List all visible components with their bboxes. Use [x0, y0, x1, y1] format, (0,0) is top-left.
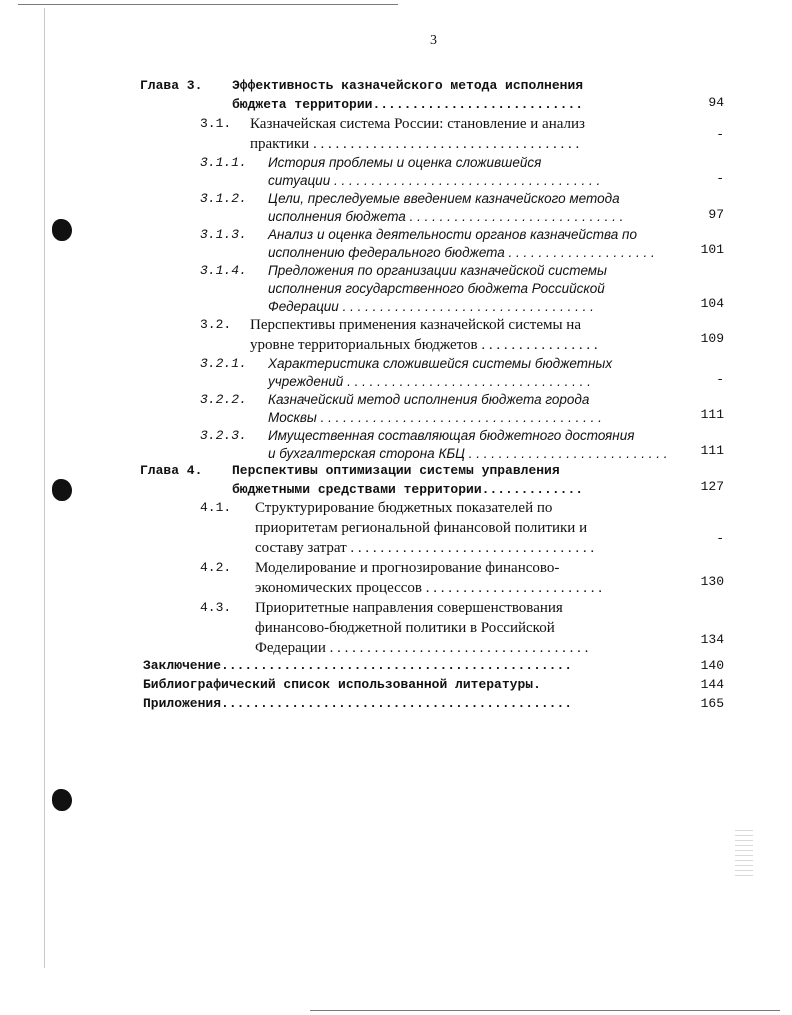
section-4-1-line3: составу затрат . . . . . . . . . . . . . . . . . . . . . . . . . . . . . . . . . [255, 540, 595, 556]
section-3-1-2-page: 97 [708, 207, 724, 222]
section-3-1-3-line2: исполнению федерального бюджета . . . . . . . . . . . . . . . . . . . . [268, 245, 655, 260]
section-3-2-page: 109 [700, 331, 724, 346]
section-4-2-page: 130 [700, 574, 724, 589]
section-4-3-number: 4.3. [200, 600, 232, 615]
appendix-page: 165 [700, 696, 724, 711]
scan-noise [735, 830, 753, 880]
section-3-1-2-line2: исполнения бюджета . . . . . . . . . . . . . . . . . . . . . . . . . . . . . [268, 209, 624, 224]
section-3-2-2-page: 111 [700, 407, 724, 422]
conclusion-page: 140 [700, 658, 724, 673]
section-3-2-1-page: - [716, 372, 724, 387]
section-4-3-line1: Приоритетные направления совершенствования [255, 600, 563, 616]
section-3-2-number: 3.2. [200, 317, 232, 332]
section-3-1-page: - [716, 127, 724, 142]
section-4-2-number: 4.2. [200, 560, 232, 575]
section-3-1-4-number: 3.1.4. [200, 263, 247, 278]
section-3-1-2-line1: Цели, преследуемые введением казначейского метода [268, 191, 620, 206]
section-3-1-3-page: 101 [700, 242, 724, 257]
section-3-2-2-number: 3.2.2. [200, 392, 247, 407]
section-3-1-1-line1: История проблемы и оценка сложившейся [268, 155, 542, 170]
left-edge-line [44, 8, 45, 968]
appendix-title: Приложения............................................. [143, 696, 573, 711]
chapter-3-page: 94 [708, 95, 724, 110]
punch-hole-3 [52, 789, 72, 811]
section-4-1-number: 4.1. [200, 500, 232, 515]
section-4-1-line1: Структурирование бюджетных показателей по [255, 500, 553, 516]
bibliography-title: Библиографический список использованной литературы. [143, 677, 541, 692]
chapter-4-title-line1: Перспективы оптимизации системы управления [232, 463, 560, 478]
section-4-3-line3: Федерации . . . . . . . . . . . . . . . . . . . . . . . . . . . . . . . . . . . [255, 640, 589, 656]
section-3-2-2-line2: Москвы . . . . . . . . . . . . . . . . . . . . . . . . . . . . . . . . . . . . . . [268, 410, 602, 425]
section-3-2-1-line1: Характеристика сложившейся системы бюджетных [268, 356, 613, 371]
section-3-1-3-number: 3.1.3. [200, 227, 247, 242]
punch-hole-1 [52, 219, 72, 241]
chapter-3-title-line1: Эффективность казначейского метода исполнения [232, 78, 584, 93]
section-3-1-line2: практики . . . . . . . . . . . . . . . . . . . . . . . . . . . . . . . . . . . . [250, 136, 580, 152]
section-4-1-line2: приоритетам региональной финансовой политики и [255, 520, 588, 536]
section-3-1-4-page: 104 [700, 296, 724, 311]
section-3-1-3-line1: Анализ и оценка деятельности органов казначейства по [268, 227, 637, 242]
section-4-2-line2: экономических процессов . . . . . . . . . . . . . . . . . . . . . . . . [255, 580, 603, 596]
section-3-1-number: 3.1. [200, 116, 232, 131]
page-number: 3 [430, 33, 437, 48]
conclusion-title: Заключение............................................. [143, 658, 573, 673]
section-3-2-2-line1: Казначейский метод исполнения бюджета города [268, 392, 590, 407]
section-4-3-page: 134 [700, 632, 724, 647]
section-3-1-1-number: 3.1.1. [200, 155, 247, 170]
section-3-2-1-number: 3.2.1. [200, 356, 247, 371]
section-3-1-1-line2: ситуации . . . . . . . . . . . . . . . . . . . . . . . . . . . . . . . . . . . . [268, 173, 601, 188]
punch-hole-2 [52, 479, 72, 501]
section-3-1-1-page: - [716, 171, 724, 186]
section-4-3-line2: финансово-бюджетной политики в Российской [255, 620, 555, 636]
section-3-1-line1: Казначейская система России: становление и анализ [250, 116, 585, 132]
section-3-2-line2: уровне территориальных бюджетов . . . . . . . . . . . . . . . . [250, 337, 598, 353]
section-4-2-line1: Моделирование и прогнозирование финансово- [255, 560, 560, 576]
section-3-1-4-line3: Федерации . . . . . . . . . . . . . . . . . . . . . . . . . . . . . . . . . . [268, 299, 594, 314]
section-3-2-3-number: 3.2.3. [200, 428, 247, 443]
chapter-3-label: Глава 3. [140, 78, 203, 93]
chapter-3-title-line2: бюджета территории........................... [232, 97, 584, 112]
section-3-2-1-line2: учреждений . . . . . . . . . . . . . . . . . . . . . . . . . . . . . . . . . [268, 374, 591, 389]
chapter-4-title-line2: бюджетными средствами территории............. [232, 482, 584, 497]
bibliography-page: 144 [700, 677, 724, 692]
section-3-2-3-line2: и бухгалтерская сторона КБЦ . . . . . . . . . . . . . . . . . . . . . . . . . . . [268, 446, 668, 461]
section-3-1-2-number: 3.1.2. [200, 191, 247, 206]
section-3-1-4-line1: Предложения по организации казначейской системы [268, 263, 607, 278]
section-3-2-3-page: 111 [700, 443, 724, 458]
top-edge-line [18, 4, 398, 5]
section-4-1-page: - [716, 531, 724, 546]
section-3-2-line1: Перспективы применения казначейской системы на [250, 317, 581, 333]
chapter-4-page: 127 [700, 479, 724, 494]
section-3-1-4-line2: исполнения государственного бюджета Российской [268, 281, 605, 296]
section-3-2-3-line1: Имущественная составляющая бюджетного достояния [268, 428, 635, 443]
chapter-4-label: Глава 4. [140, 463, 203, 478]
bottom-edge-line [310, 1010, 780, 1011]
